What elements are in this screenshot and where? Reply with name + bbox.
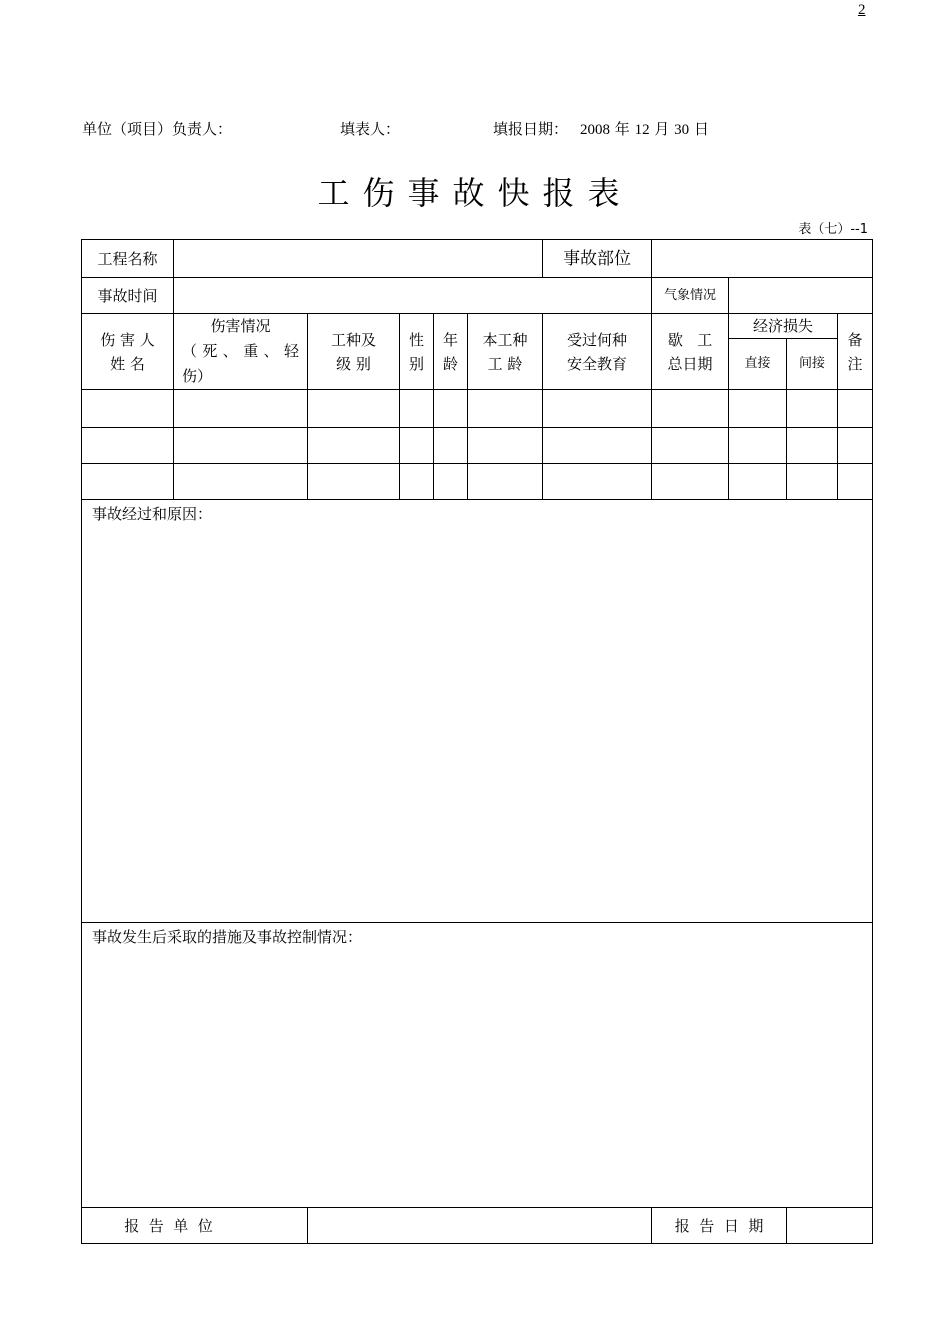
victim-cell[interactable]: [652, 390, 729, 428]
safety-education-header: 受过何种 安全教育: [543, 314, 652, 390]
victim-cell[interactable]: [308, 464, 400, 500]
victim-cell[interactable]: [174, 428, 308, 464]
fill-date-label: 填报日期：: [493, 120, 569, 138]
weather-label: 气象情况: [652, 278, 729, 314]
measures-label: 事故发生后采取的措施及事故控制情况：: [92, 928, 363, 946]
trade-grade-header: 工种及 级 别: [308, 314, 400, 390]
indirect-loss-header: 间接: [787, 339, 838, 390]
report-unit-value[interactable]: [308, 1208, 652, 1244]
victim-cell[interactable]: [729, 464, 787, 500]
victim-cell[interactable]: [174, 464, 308, 500]
victim-cell[interactable]: [652, 428, 729, 464]
accident-time-value[interactable]: [174, 278, 652, 314]
project-name-value[interactable]: [174, 240, 543, 278]
weather-value[interactable]: [729, 278, 873, 314]
victim-cell[interactable]: [174, 390, 308, 428]
report-date-label: 报 告 日 期: [652, 1208, 787, 1244]
victim-cell[interactable]: [308, 428, 400, 464]
victim-name-header: 伤 害 人 姓 名: [82, 314, 174, 390]
victim-cell[interactable]: [729, 390, 787, 428]
victim-cell[interactable]: [308, 390, 400, 428]
report-date-value[interactable]: [787, 1208, 873, 1244]
page-number: 2: [858, 2, 866, 18]
remark-header: 备 注: [838, 314, 873, 390]
filler-label: 填表人：: [340, 120, 401, 138]
accident-location-value[interactable]: [652, 240, 873, 278]
date-year-unit: 年: [614, 120, 630, 138]
victim-cell[interactable]: [838, 464, 873, 500]
victim-cell[interactable]: [400, 428, 434, 464]
victim-cell[interactable]: [82, 464, 174, 500]
victim-row: [82, 464, 873, 500]
victim-cell[interactable]: [468, 390, 543, 428]
accident-time-label: 事故时间: [82, 278, 174, 314]
victim-cell[interactable]: [82, 390, 174, 428]
injury-header: 伤害情况 （死、重、轻 伤）: [174, 314, 308, 390]
age-header: 年 龄: [434, 314, 468, 390]
victim-cell[interactable]: [434, 428, 468, 464]
victim-cell[interactable]: [400, 390, 434, 428]
accident-report-table: [81, 239, 873, 1244]
form-code: 表（七）--1: [798, 222, 868, 237]
date-day: 30: [674, 122, 690, 138]
victim-cell[interactable]: [787, 428, 838, 464]
victim-cell[interactable]: [543, 428, 652, 464]
victim-cell[interactable]: [400, 464, 434, 500]
project-name-label: 工程名称: [82, 240, 174, 278]
date-day-unit: 日: [693, 120, 709, 138]
measures-section[interactable]: [82, 923, 873, 1208]
process-cause-label: 事故经过和原因：: [92, 505, 213, 523]
victim-cell[interactable]: [729, 428, 787, 464]
date-year: 2008: [580, 122, 610, 138]
unit-leader-label: 单位（项目）负责人：: [82, 120, 233, 138]
victim-cell[interactable]: [838, 390, 873, 428]
sex-header: 性 别: [400, 314, 434, 390]
victim-row: [82, 390, 873, 428]
victim-cell[interactable]: [543, 464, 652, 500]
victim-cell[interactable]: [652, 464, 729, 500]
victim-row: [82, 428, 873, 464]
days-off-header: 歇 工 总日期: [652, 314, 729, 390]
date-month-unit: 月: [654, 120, 670, 138]
victim-cell[interactable]: [468, 464, 543, 500]
victim-cell[interactable]: [787, 464, 838, 500]
victim-cell[interactable]: [543, 390, 652, 428]
page-title: 工伤事故快报表: [317, 174, 633, 212]
economic-loss-header: 经济损失: [729, 314, 838, 339]
victim-cell[interactable]: [838, 428, 873, 464]
fill-date-value: [580, 118, 709, 139]
victim-cell[interactable]: [468, 428, 543, 464]
victim-cell[interactable]: [787, 390, 838, 428]
date-month: 12: [634, 122, 650, 138]
process-cause-section[interactable]: [82, 500, 873, 923]
victim-cell[interactable]: [82, 428, 174, 464]
report-unit-label: 报 告 单 位: [82, 1208, 308, 1244]
victim-cell[interactable]: [434, 464, 468, 500]
trade-seniority-header: 本工种 工 龄: [468, 314, 543, 390]
victim-cell[interactable]: [434, 390, 468, 428]
accident-location-label: 事故部位: [543, 240, 652, 278]
direct-loss-header: 直接: [729, 339, 787, 390]
